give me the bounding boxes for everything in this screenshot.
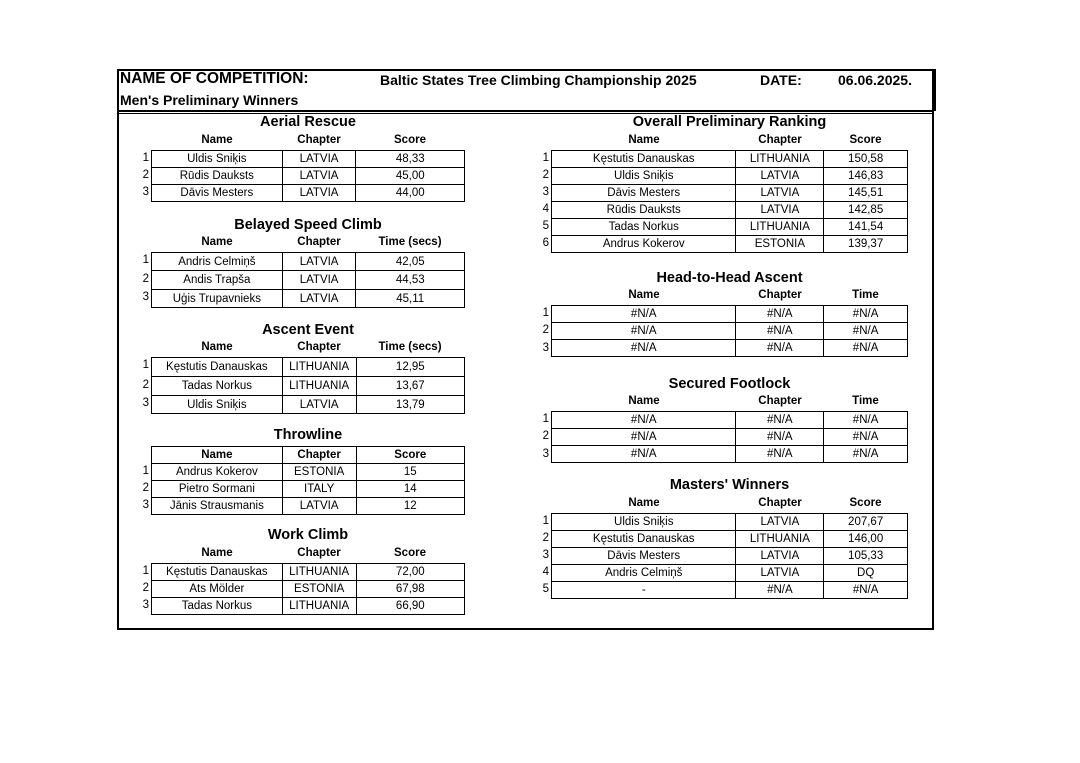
chapter-cell: LITHUANIA [282, 358, 356, 377]
table-row [152, 377, 465, 396]
column-header: Score [394, 547, 426, 559]
column-header: Chapter [758, 497, 802, 509]
value-cell: 67,98 [356, 581, 464, 598]
value-cell: 142,85 [824, 202, 908, 219]
value-cell: 139,37 [824, 236, 908, 253]
table-row [552, 446, 908, 463]
chapter-cell: LATVIA [736, 202, 824, 219]
column-header: Time (secs) [378, 341, 442, 353]
value-cell: 13,79 [356, 396, 464, 414]
section-title: Secured Footlock [668, 376, 791, 392]
chapter-cell: ESTONIA [736, 236, 824, 253]
table-row [552, 323, 908, 340]
column-header: Score [849, 497, 882, 509]
name-cell: Tadas Norkus [152, 377, 283, 396]
table-row [152, 481, 465, 498]
rank-number: 1 [142, 465, 149, 477]
name-cell: #N/A [552, 306, 736, 323]
rank-number: 1 [542, 413, 549, 425]
rank-number: 2 [542, 169, 549, 181]
section-title: Work Climb [267, 527, 349, 543]
column-header: Score [394, 134, 426, 146]
name-cell: Pietro Sormani [152, 481, 283, 498]
chapter-cell: LITHUANIA [282, 564, 356, 581]
table-row [552, 219, 908, 236]
column-header: Chapter [758, 289, 802, 301]
value-cell: 45,11 [356, 290, 465, 308]
section-title: Head-to-Head Ascent [656, 270, 803, 286]
table-row [552, 412, 908, 429]
value-cell: 207,67 [824, 514, 908, 531]
column-header: Time (secs) [378, 236, 442, 248]
rank-number: 3 [542, 342, 549, 354]
name-cell: #N/A [552, 340, 736, 357]
name-cell: Uldis Sniķis [152, 151, 283, 168]
section-title: Masters' Winners [669, 477, 790, 493]
results-table [151, 357, 465, 414]
table-row [152, 581, 465, 598]
column-header: Time [852, 395, 879, 407]
column-header: Score [356, 447, 464, 464]
rank-number: 1 [542, 307, 549, 319]
name-cell: Dāvis Mesters [152, 185, 283, 202]
rank-number: 1 [142, 254, 149, 266]
column-header: Name [152, 447, 283, 464]
table-row [152, 168, 465, 185]
value-cell: 145,51 [824, 185, 908, 202]
header-divider [934, 69, 936, 111]
rank-number: 2 [542, 532, 549, 544]
column-header: Name [628, 134, 660, 146]
chapter-cell: LATVIA [736, 565, 824, 582]
table-row [152, 253, 465, 271]
results-table [551, 150, 908, 253]
rank-number: 3 [142, 186, 149, 198]
name-cell: Rūdis Dauksts [552, 202, 736, 219]
section-title: Overall Preliminary Ranking [632, 114, 827, 130]
column-header: Chapter [297, 236, 341, 248]
chapter-cell: LATVIA [282, 168, 356, 185]
value-cell: #N/A [824, 412, 908, 429]
column-header: Time [852, 289, 879, 301]
rank-number: 2 [142, 273, 149, 285]
name-cell: Ats Mölder [152, 581, 283, 598]
date-value: 06.06.2025. [838, 72, 912, 88]
value-cell: 12,95 [356, 358, 464, 377]
rank-number: 2 [142, 379, 149, 391]
name-cell: Dāvis Mesters [552, 185, 736, 202]
name-cell: Rūdis Dauksts [152, 168, 283, 185]
chapter-cell: LITHUANIA [736, 219, 824, 236]
table-row [552, 531, 908, 548]
value-cell: 150,58 [824, 151, 908, 168]
chapter-cell: #N/A [736, 323, 824, 340]
table-header-row [152, 447, 465, 464]
table-row [552, 429, 908, 446]
section-title: Ascent Event [262, 322, 354, 338]
name-cell: Andrus Kokerov [152, 464, 283, 481]
name-cell: Kęstutis Danauskas [152, 564, 283, 581]
table-row [552, 582, 908, 599]
results-table [151, 150, 465, 202]
column-header: Name [628, 289, 660, 301]
chapter-cell: ITALY [282, 481, 356, 498]
results-table [151, 446, 465, 515]
rank-number: 2 [142, 582, 149, 594]
rank-number: 4 [542, 566, 549, 578]
value-cell: 146,00 [824, 531, 908, 548]
name-cell: - [552, 582, 736, 599]
chapter-cell: #N/A [736, 582, 824, 599]
table-row [152, 598, 465, 615]
section-title: Aerial Rescue [260, 114, 356, 130]
table-row [552, 202, 908, 219]
chapter-cell: LITHUANIA [736, 531, 824, 548]
chapter-cell: ESTONIA [282, 581, 356, 598]
table-row [552, 340, 908, 357]
name-cell: Dāvis Mesters [552, 548, 736, 565]
rank-number: 3 [542, 448, 549, 460]
section-title: Belayed Speed Climb [234, 217, 382, 233]
value-cell: 44,00 [356, 185, 465, 202]
chapter-cell: LATVIA [736, 548, 824, 565]
table-row [152, 396, 465, 414]
name-cell: Andis Trapša [152, 271, 283, 290]
value-cell: 141,54 [824, 219, 908, 236]
rank-number: 4 [542, 203, 549, 215]
rank-number: 3 [142, 291, 149, 303]
section-title: Throwline [273, 427, 343, 443]
value-cell: #N/A [824, 446, 908, 463]
name-cell: Uldis Sniķis [552, 514, 736, 531]
column-header: Name [201, 236, 233, 248]
value-cell: #N/A [824, 323, 908, 340]
table-row [152, 151, 465, 168]
table-row [552, 565, 908, 582]
page-subtitle: Men's Preliminary Winners [120, 92, 299, 108]
chapter-cell: LATVIA [736, 185, 824, 202]
rank-number: 1 [142, 565, 149, 577]
rank-number: 3 [142, 499, 149, 511]
rank-number: 5 [542, 220, 549, 232]
value-cell: 72,00 [356, 564, 464, 581]
chapter-cell: LATVIA [282, 151, 356, 168]
rank-number: 3 [542, 549, 549, 561]
competition-label: NAME OF COMPETITION: [120, 70, 309, 87]
table-row [552, 168, 908, 185]
value-cell: 45,00 [356, 168, 465, 185]
column-header: Name [201, 134, 233, 146]
value-cell: 105,33 [824, 548, 908, 565]
value-cell: 146,83 [824, 168, 908, 185]
date-label: DATE: [760, 72, 802, 88]
value-cell: 15 [356, 464, 464, 481]
column-header: Name [201, 547, 233, 559]
chapter-cell: #N/A [736, 412, 824, 429]
chapter-cell: #N/A [736, 429, 824, 446]
rank-number: 2 [142, 169, 149, 181]
name-cell: Andris Celmiņš [152, 253, 283, 271]
name-cell: #N/A [552, 446, 736, 463]
value-cell: #N/A [824, 429, 908, 446]
chapter-cell: #N/A [736, 306, 824, 323]
table-row [152, 358, 465, 377]
name-cell: Tadas Norkus [552, 219, 736, 236]
name-cell: #N/A [552, 412, 736, 429]
table-row [152, 564, 465, 581]
chapter-cell: LITHUANIA [282, 377, 356, 396]
name-cell: Tadas Norkus [152, 598, 283, 615]
table-row [152, 185, 465, 202]
table-row [152, 271, 465, 290]
value-cell: DQ [824, 565, 908, 582]
value-cell: 12 [356, 498, 464, 515]
name-cell: Andrus Kokerov [552, 236, 736, 253]
chapter-cell: ESTONIA [282, 464, 356, 481]
chapter-cell: #N/A [736, 446, 824, 463]
table-row [552, 236, 908, 253]
competition-name: Baltic States Tree Climbing Championship 2025 [380, 72, 697, 88]
value-cell: 42,05 [356, 253, 465, 271]
value-cell: 14 [356, 481, 464, 498]
value-cell: 44,53 [356, 271, 465, 290]
table-row [552, 185, 908, 202]
results-table [151, 563, 465, 615]
column-header: Name [628, 497, 660, 509]
value-cell: #N/A [824, 582, 908, 599]
name-cell: #N/A [552, 429, 736, 446]
name-cell: #N/A [552, 323, 736, 340]
results-table [151, 252, 465, 308]
chapter-cell: LATVIA [282, 498, 356, 515]
rank-number: 2 [542, 324, 549, 336]
value-cell: 13,67 [356, 377, 464, 396]
column-header: Chapter [282, 447, 356, 464]
chapter-cell: LATVIA [282, 253, 356, 271]
table-row [552, 548, 908, 565]
results-table [551, 513, 908, 599]
name-cell: Andris Celmiņš [552, 565, 736, 582]
name-cell: Uģis Trupavnieks [152, 290, 283, 308]
rank-number: 1 [542, 515, 549, 527]
results-table [551, 305, 908, 357]
results-table [551, 411, 908, 463]
name-cell: Jānis Strausmanis [152, 498, 283, 515]
chapter-cell: LATVIA [736, 514, 824, 531]
table-row [552, 514, 908, 531]
rank-number: 1 [542, 152, 549, 164]
value-cell: 48,33 [356, 151, 465, 168]
chapter-cell: LITHUANIA [736, 151, 824, 168]
chapter-cell: LITHUANIA [282, 598, 356, 615]
column-header: Score [849, 134, 882, 146]
table-row [152, 498, 465, 515]
chapter-cell: LATVIA [736, 168, 824, 185]
name-cell: Kęstutis Danauskas [552, 531, 736, 548]
table-row [552, 306, 908, 323]
column-header: Name [201, 341, 233, 353]
chapter-cell: LATVIA [282, 290, 356, 308]
name-cell: Kęstutis Danauskas [552, 151, 736, 168]
column-header: Chapter [297, 547, 341, 559]
table-row [552, 151, 908, 168]
column-header: Chapter [297, 134, 341, 146]
rank-number: 2 [142, 482, 149, 494]
rank-number: 2 [542, 430, 549, 442]
rank-number: 5 [542, 583, 549, 595]
rank-number: 1 [142, 152, 149, 164]
rank-number: 3 [142, 397, 149, 409]
table-row [152, 290, 465, 308]
value-cell: #N/A [824, 340, 908, 357]
name-cell: Uldis Sniķis [152, 396, 283, 414]
rank-number: 3 [542, 186, 549, 198]
table-row [152, 464, 465, 481]
name-cell: Uldis Sniķis [552, 168, 736, 185]
chapter-cell: LATVIA [282, 185, 356, 202]
column-header: Chapter [297, 341, 341, 353]
column-header: Name [628, 395, 660, 407]
rank-number: 3 [142, 599, 149, 611]
value-cell: #N/A [824, 306, 908, 323]
chapter-cell: LATVIA [282, 271, 356, 290]
column-header: Chapter [758, 395, 802, 407]
name-cell: Kęstutis Danauskas [152, 358, 283, 377]
chapter-cell: #N/A [736, 340, 824, 357]
chapter-cell: LATVIA [282, 396, 356, 414]
column-header: Chapter [758, 134, 802, 146]
rank-number: 1 [142, 359, 149, 371]
rank-number: 6 [542, 237, 549, 249]
value-cell: 66,90 [356, 598, 464, 615]
